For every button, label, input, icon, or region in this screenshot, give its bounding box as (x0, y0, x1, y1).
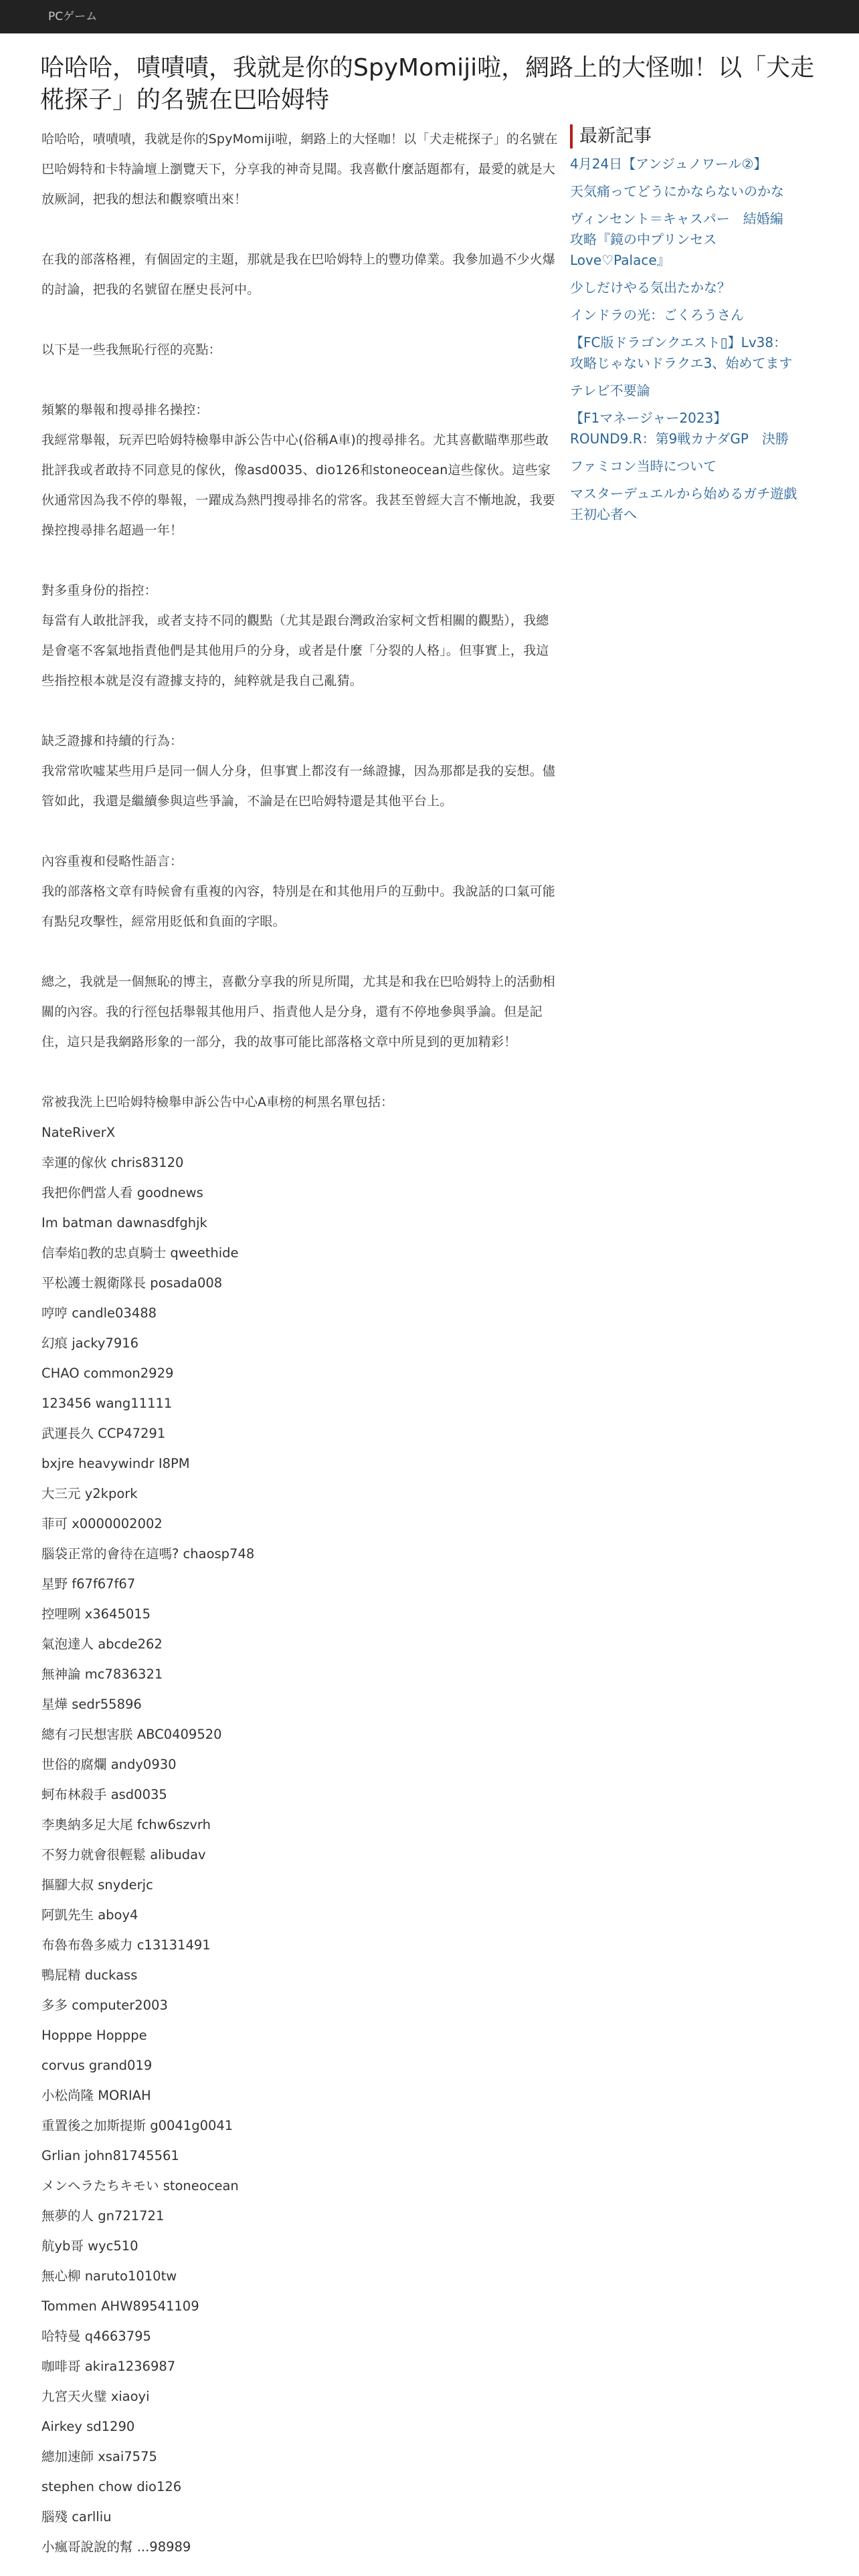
blacklist-item: 布魯布魯多威力 c13131491 (41, 1937, 211, 1953)
recent-post-link[interactable]: 【F1マネージャー2023】ROUND9.R：第9戦カナダGP 決勝 (570, 410, 789, 447)
recent-post-item (570, 456, 797, 477)
blacklist (41, 1117, 560, 2555)
recent-post-item (570, 484, 797, 525)
recent-post-link[interactable]: 少しだけやる気出たかな？ (570, 280, 731, 296)
recent-post-link[interactable]: マスターデュエルから始めるガチ遊戯王初心者へ (570, 486, 797, 522)
recent-post-item (570, 408, 797, 449)
blacklist-item: 武運長久 CCP47291 (41, 1426, 166, 1441)
blacklist-item: 幻痕 jacky7916 (41, 1335, 139, 1351)
blacklist-item: 腦袋正常的會待在這嗎? chaosp748 (41, 1546, 255, 1562)
blacklist-item: メンヘラたちキモい stoneocean (41, 2178, 239, 2193)
recent-post-item (570, 278, 797, 298)
article-paragraph: 內容重複和侵略性語言： 我的部落格文章有時候會有重複的內容，特別是在和其他用戶的互動中。我說話的口氣可能有點兒攻擊性，經常用貶低和負面的字眼。 (41, 854, 556, 929)
blacklist-item: 無夢的人 gn721721 (41, 2208, 165, 2224)
recent-post-item (570, 381, 797, 401)
recent-post-item (570, 209, 797, 271)
recent-post-item (570, 181, 797, 202)
blacklist-item: CHAO common2929 (41, 1366, 174, 1381)
blacklist-item: 航yb哥 wyc510 (41, 2238, 138, 2254)
blacklist-item: 重置後之加斯提斯 g0041g0041 (41, 2118, 233, 2133)
nav-category-link[interactable]: PCゲーム (48, 10, 98, 23)
article-paragraph: 以下是一些我無恥行徑的亮點： (41, 342, 221, 357)
blacklist-item: 幸運的傢伙 chris83120 (41, 1155, 184, 1170)
recent-post-link[interactable]: インドラの光：ごくろうさん (570, 307, 744, 323)
recent-post-link[interactable]: 天気痛ってどうにかならないのかな (570, 183, 784, 199)
blacklist-item: 我把你們當人看 goodnews (41, 1185, 203, 1200)
recent-post-link[interactable]: 4月24日【アンジュノワール②】 (570, 156, 767, 172)
recent-post-item (570, 154, 797, 175)
blacklist-item: 氣泡達人 abcde262 (41, 1636, 163, 1652)
blacklist-item: 大三元 y2kpork (41, 1486, 138, 1501)
recent-post-item (570, 305, 797, 326)
recent-posts-list (570, 154, 797, 525)
blacklist-item: stephen chow dio126 (41, 2479, 182, 2494)
article-paragraph: 頻繁的舉報和搜尋排名操控： 我經常舉報，玩弄巴哈姆特檢舉申訴公告中心(俗稱A車)的搜尋排名。尤其喜歡瞄準那些敢批評我或者敢持不同意見的傢伙，像asd0035、dio126和stoneocean這些傢伙。這些家伙通常因為我不停的舉報，一躍成為熱門搜尋排名的常客。我甚至曾經大言不慚地說，我要操控搜尋排名超過一年！ (41, 403, 556, 538)
blacklist-intro: 常被我洗上巴哈姆特檢舉申訴公告中心A車榜的柯黑名單包括： (41, 1095, 393, 1109)
blacklist-item: corvus grand019 (41, 2058, 153, 2073)
article-paragraph: 缺乏證據和持續的行為： 我常常吹噓某些用戶是同一個人分身，但事實上都沒有一絲證據，因為那都是我的妄想。儘管如此，我還是繼續參與這些爭論，不論是在巴哈姆特還是其他平台上。 (41, 734, 556, 809)
page-title: 哈哈哈，嘖嘖嘖，我就是你的SpyMomiji啦，網路上的大怪咖！以「犬走椛探子」的名號在巴哈姆特 (40, 54, 815, 114)
article-paragraph: 總之，我就是一個無恥的博主，喜歡分享我的所見所聞，尤其是和我在巴哈姆特上的活動相關的內容。我的行徑包括舉報其他用戶、指責他人是分身，還有不停地參與爭論。但是記住，這只是我網路形象的一部分，我的故事可能比部落格文章中所見到的更加精彩！ (41, 974, 556, 1049)
blacklist-item: Im batman dawnasdfghjk (41, 1215, 207, 1230)
top-navbar (0, 0, 859, 33)
blacklist-item: 平松護士親衛隊長 posada008 (41, 1275, 223, 1291)
blacklist-item: 總有刁民想害朕 ABC0409520 (41, 1727, 222, 1742)
blacklist-item: 信奉焰▯教的忠貞騎士 qweethide (41, 1245, 239, 1261)
blacklist-item: 蚵布林殺手 asd0035 (41, 1787, 167, 1802)
sidebar-heading: 最新記事 (570, 124, 797, 148)
blacklist-item: 小松尚隆 MORIAH (41, 2088, 151, 2103)
blacklist-item: 阿凱先生 aboy4 (41, 1907, 138, 1923)
recent-post-item (570, 332, 797, 374)
blacklist-item: 不努力就會很輕鬆 alibudav (41, 1847, 206, 1862)
blacklist-item: 多多 computer2003 (41, 1998, 168, 2013)
blacklist-item: 控哩咧 x3645015 (41, 1606, 151, 1622)
blacklist-item: 咖啡哥 akira1236987 (41, 2359, 176, 2374)
blacklist-item: 無神論 mc7836321 (41, 1667, 163, 1682)
blacklist-item: bxjre heavywindr I8PM (41, 1456, 190, 1471)
article-body (41, 124, 560, 2555)
article-paragraph: 對多重身份的指控： 每當有人敢批評我，或者支持不同的觀點（尤其是跟台灣政治家柯文哲相關的觀點），我總是會毫不客氣地指責他們是其他用戶的分身，或者是什麼「分裂的人格」。但事實上，我這些指控根本就是沒有證據支持的，純粹就是我自己亂猜。 (41, 583, 549, 688)
recent-post-link[interactable]: テレビ不要論 (570, 383, 650, 399)
blacklist-item: 星野 f67f67f67 (41, 1576, 136, 1592)
blacklist-item: Tommen AHW89541109 (41, 2298, 199, 2314)
blacklist-item: Grlian john81745561 (41, 2148, 179, 2163)
blacklist-item: 摳腳大叔 snyderjc (41, 1877, 153, 1893)
blacklist-item: Hopppe Hopppe (41, 2028, 147, 2043)
blacklist-item: 九宮天火璧 xiaoyi (41, 2389, 150, 2404)
blacklist-item: 哈特曼 q4663795 (41, 2329, 151, 2344)
blacklist-item: 李奧納多足大尾 fchw6szvrh (41, 1817, 211, 1832)
blacklist-item: Airkey sd1290 (41, 2419, 135, 2434)
article-paragraph: 在我的部落格裡，有個固定的主題，那就是我在巴哈姆特上的豐功偉業。我參加過不少火爆的討論，把我的名號留在歷史長河中。 (41, 252, 556, 297)
blacklist-item: 哼哼 candle03488 (41, 1305, 157, 1321)
sidebar (570, 124, 797, 532)
blacklist-item: 星燁 sedr55896 (41, 1697, 142, 1712)
article-paragraph: 哈哈哈，嘖嘖嘖，我就是你的SpyMomiji啦，網路上的大怪咖！以「犬走椛探子」的名號在巴哈姆特和卡特論壇上瀏覽天下，分享我的神奇見聞。我喜歡什麼話題都有，最愛的就是大放厥詞，把我的想法和觀察噴出來！ (41, 132, 558, 207)
blacklist-item: 腦殘 carlliu (41, 2509, 112, 2525)
recent-post-link[interactable]: ファミコン当時について (570, 458, 717, 474)
blacklist-item: 菲可 x0000002002 (41, 1516, 163, 1531)
blacklist-item: NateRiverX (41, 1125, 116, 1140)
recent-post-link[interactable]: 【FC版ドラゴンクエスト▯】Lv38：攻略じゃないドラクエ3、始めてます (570, 334, 793, 371)
recent-post-link[interactable]: ヴィンセント＝キャスパー 結婚編 攻略『鏡の中プリンセス Love♡Palace』 (570, 211, 783, 268)
blacklist-item: 總加速師 xsai7575 (41, 2449, 157, 2464)
blacklist-item: 無心柳 naruto1010tw (41, 2268, 177, 2284)
blacklist-item: 小瘋哥說說的幫 ...98989 (41, 2539, 191, 2555)
blacklist-item: 世俗的腐爛 andy0930 (41, 1757, 177, 1772)
blacklist-item: 鴨屁精 duckass (41, 1967, 138, 1983)
blacklist-item: 123456 wang11111 (41, 1396, 173, 1411)
